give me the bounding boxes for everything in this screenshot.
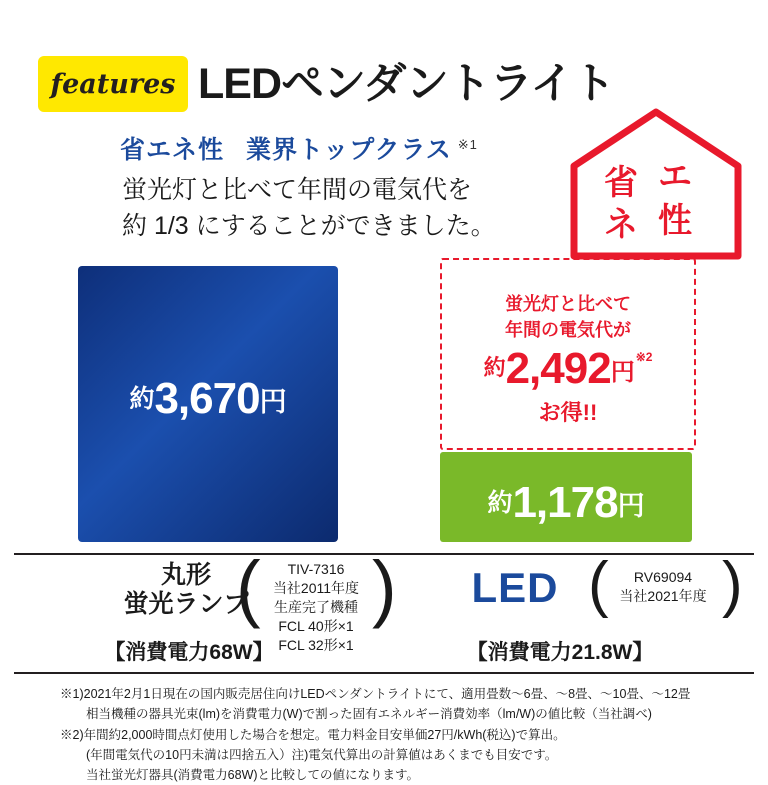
- fluorescent-cost-prefix: 約: [129, 385, 155, 413]
- left-paren-close: ): [372, 546, 397, 629]
- savings-tail-text: お得!!: [538, 400, 598, 425]
- comparison-right-spec: [598, 568, 728, 606]
- right-spec-line-2: 当社2021年度: [619, 587, 707, 604]
- lead-text: [122, 172, 496, 245]
- left-spec-line-4: FCL 40形×1: [278, 617, 354, 634]
- led-cost-amount: [440, 478, 692, 528]
- left-spec-line-5: FCL 32形×1: [278, 636, 354, 653]
- house-char-4: 性: [658, 202, 692, 240]
- energy-saving-house-stamp: [566, 104, 746, 264]
- features-badge: [38, 56, 188, 112]
- savings-value: 2,492: [505, 344, 611, 393]
- savings-amount: [442, 344, 694, 394]
- footnotes: [60, 684, 760, 785]
- house-char-2: エ: [658, 158, 692, 196]
- subhead-part2: 業界トップクラス: [246, 136, 452, 164]
- header: [0, 24, 768, 108]
- led-cost-prefix: 約: [487, 489, 513, 517]
- subhead-part1: 省エネ性: [120, 136, 225, 164]
- house-stamp-text: [566, 104, 746, 264]
- lead-line-2: 約 1/3 にすることができました。: [122, 212, 496, 241]
- led-cost-value: 1,178: [512, 478, 618, 527]
- comparison-left-wattage: 【消費電力68W】: [104, 641, 274, 664]
- features-badge-label: features: [50, 68, 176, 100]
- footnote-line-4: (年間電気代の10円未満は四捨五入）注)電気代算出の計算値はあくまでも目安です。: [86, 747, 558, 762]
- divider-bottom: [14, 672, 754, 674]
- subhead-footnote-ref: ※1: [457, 136, 478, 152]
- left-spec-line-3: 生産完了機種: [274, 598, 358, 615]
- comparison-right-wattage: 【消費電力21.8W】: [466, 641, 654, 664]
- page-title: LEDペンダントライト: [198, 60, 615, 108]
- savings-footnote-ref: ※2: [635, 350, 653, 364]
- footnote-line-3: ※2)年間約2,000時間点灯使用した場合を想定。電力料金目安単価27円/kWh(税込)で算出。: [60, 727, 566, 742]
- fluorescent-cost-amount: [78, 374, 338, 424]
- savings-callout-box: [440, 258, 696, 450]
- right-paren-open: (: [588, 550, 609, 619]
- fluorescent-cost-value: 3,670: [154, 374, 260, 423]
- lead-line-1: 蛍光灯と比べて年間の電気代を: [122, 176, 473, 204]
- comparison-left-title-line-2: 蛍光ランプ: [123, 589, 249, 618]
- fluorescent-cost-panel: [78, 266, 338, 542]
- comparison-left-title-line-1: 丸形: [160, 561, 211, 589]
- subhead: [120, 130, 478, 166]
- right-spec-line-1: RV69094: [633, 569, 693, 585]
- led-cost-panel: [440, 452, 692, 542]
- house-char-1: 省: [604, 164, 638, 202]
- footnote-line-2: 相当機種の器具光束(lm)を消費電力(W)で割った固有エネルギー消費効率（lm/W)の値比較（当社調べ): [86, 707, 652, 722]
- savings-line-1: 蛍光灯と比べて: [505, 294, 631, 314]
- fluorescent-cost-unit: 円: [259, 387, 287, 417]
- left-paren-open: (: [236, 546, 261, 629]
- savings-line-2: 年間の電気代が: [505, 320, 631, 340]
- footnote-line-5: 当社蛍光灯器具(消費電力68W)と比較しての値になります。: [86, 768, 420, 782]
- house-char-3: ネ: [604, 206, 638, 244]
- left-spec-line-2: 当社2011年度: [272, 579, 360, 596]
- right-paren-close: ): [722, 550, 743, 619]
- savings-unit: 円: [610, 359, 635, 386]
- footnote-line-1: ※1)2021年2月1日現在の国内販売居住向けLEDペンダントライトにて、適用畳数〜6畳、〜8畳、〜10畳、〜12畳: [60, 687, 691, 701]
- comparison-right-title: LED: [471, 564, 559, 611]
- led-cost-unit: 円: [617, 491, 645, 521]
- savings-prefix: 約: [483, 355, 506, 380]
- left-spec-line-1: TIV-7316: [287, 561, 345, 577]
